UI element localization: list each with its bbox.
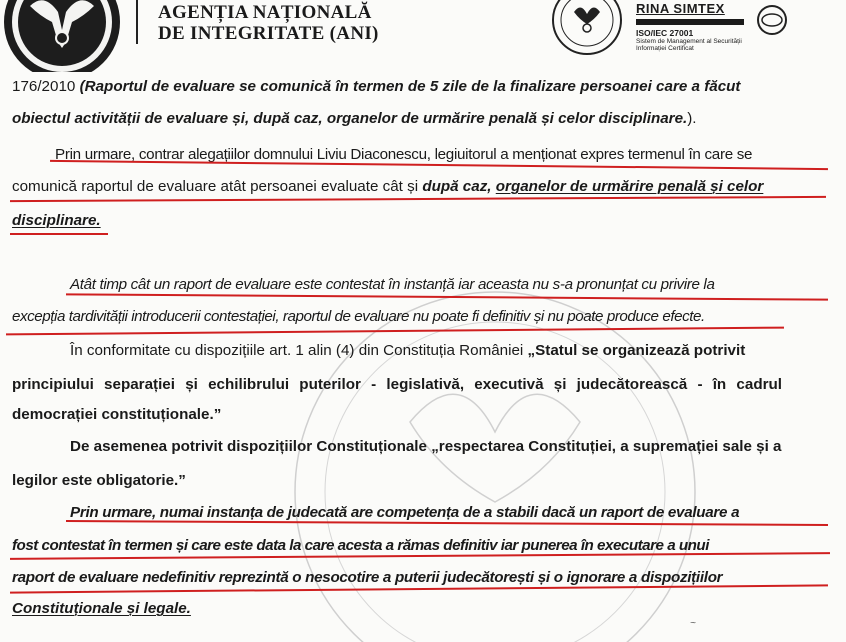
red-underline [66,293,828,300]
text-segment: De asemenea potrivit dispozițiilor Constituționale [70,438,432,455]
quote-text: (Raportul de evaluare se comunică în termen de 5 zile de la finalizare persoanei care a făcut [79,78,741,95]
eagle-emblem-icon [0,0,120,72]
text-line [70,342,745,360]
text-line: legilor este obligatorie.” [12,472,186,489]
text-segment-underlined: organelor de urmărire penală și celor [495,178,764,195]
text-line: raport de evaluare nedefinitiv reprezintă o nesocotire a puterii judecătorești și o ignorare a dispozițiilor [12,569,723,586]
red-underline [6,327,784,336]
text-line: principiului separației și echilibrului puterilor - legislativă, executivă și judecătorească - în cadrul [12,376,783,393]
text-line [12,78,740,96]
text-line: disciplinare. [12,212,101,229]
header-divider [136,0,138,44]
text-segment-emph: „respectarea Constituției, a supremației sale și a [431,438,782,455]
iqnet-icon [756,4,788,36]
text-line: Constituționale și legale. [12,600,191,617]
text-line: fost contestat în termen și care este data la care acesta a rămas definitiv iar punerea în executare a unui [12,537,709,554]
text-line [12,110,697,128]
cert-brand: RINA SIMTEX [636,1,725,16]
ministry-seal-icon [548,0,626,58]
agency-title-line2: DE INTEGRITATE (ANI) [158,23,379,44]
text-segment-emph: după caz, [422,178,496,195]
signature-mark: ~ [690,618,696,629]
text-line [70,438,782,456]
law-ref: 176/2010 [12,78,80,95]
text-segment: comunică raportul de evaluare atât persoanei evaluate cât și [12,178,423,195]
text-line: democrației constituționale.” [12,406,222,423]
text-line: excepția tardivității introducerii contestației, raportul de evaluare nu poate fi definitiv și nu poate produce efecte. [12,308,705,325]
text-line: Prin urmare, numai instanța de judecată are competența de a stabili dacă un raport de evaluare a [70,504,740,521]
text-line: Atât timp cât un raport de evaluare este contestat în instanță iar aceasta nu s-a pronunțat cu privire la [70,276,715,293]
agency-title [158,2,379,44]
agency-title-line1: AGENȚIA NAȚIONALĂ [158,2,372,23]
text-segment-emph: „Statul se organizează potrivit [527,342,746,359]
red-underline [10,196,826,202]
quote-text: obiectul activității de evaluare și, după caz, organelor de urmărire penală și celor disciplinare. [12,110,688,127]
red-underline [10,233,108,235]
text-line: Prin urmare, contrar alegațiilor domnului Liviu Diaconescu, legiuitorul a menționat expres termenul în care se [55,146,753,163]
cert-bar [636,19,744,25]
quote-end: ). [687,110,697,127]
cert-iso: ISO/IEC 27001 [636,28,694,38]
text-segment: În conformitate cu dispozițiile art. 1 alin (4) din Constituția României [70,342,528,359]
cert-system: Sistem de Management al Securității Informației Certificat [636,38,742,52]
text-line [12,178,763,196]
certification-block [632,0,842,60]
